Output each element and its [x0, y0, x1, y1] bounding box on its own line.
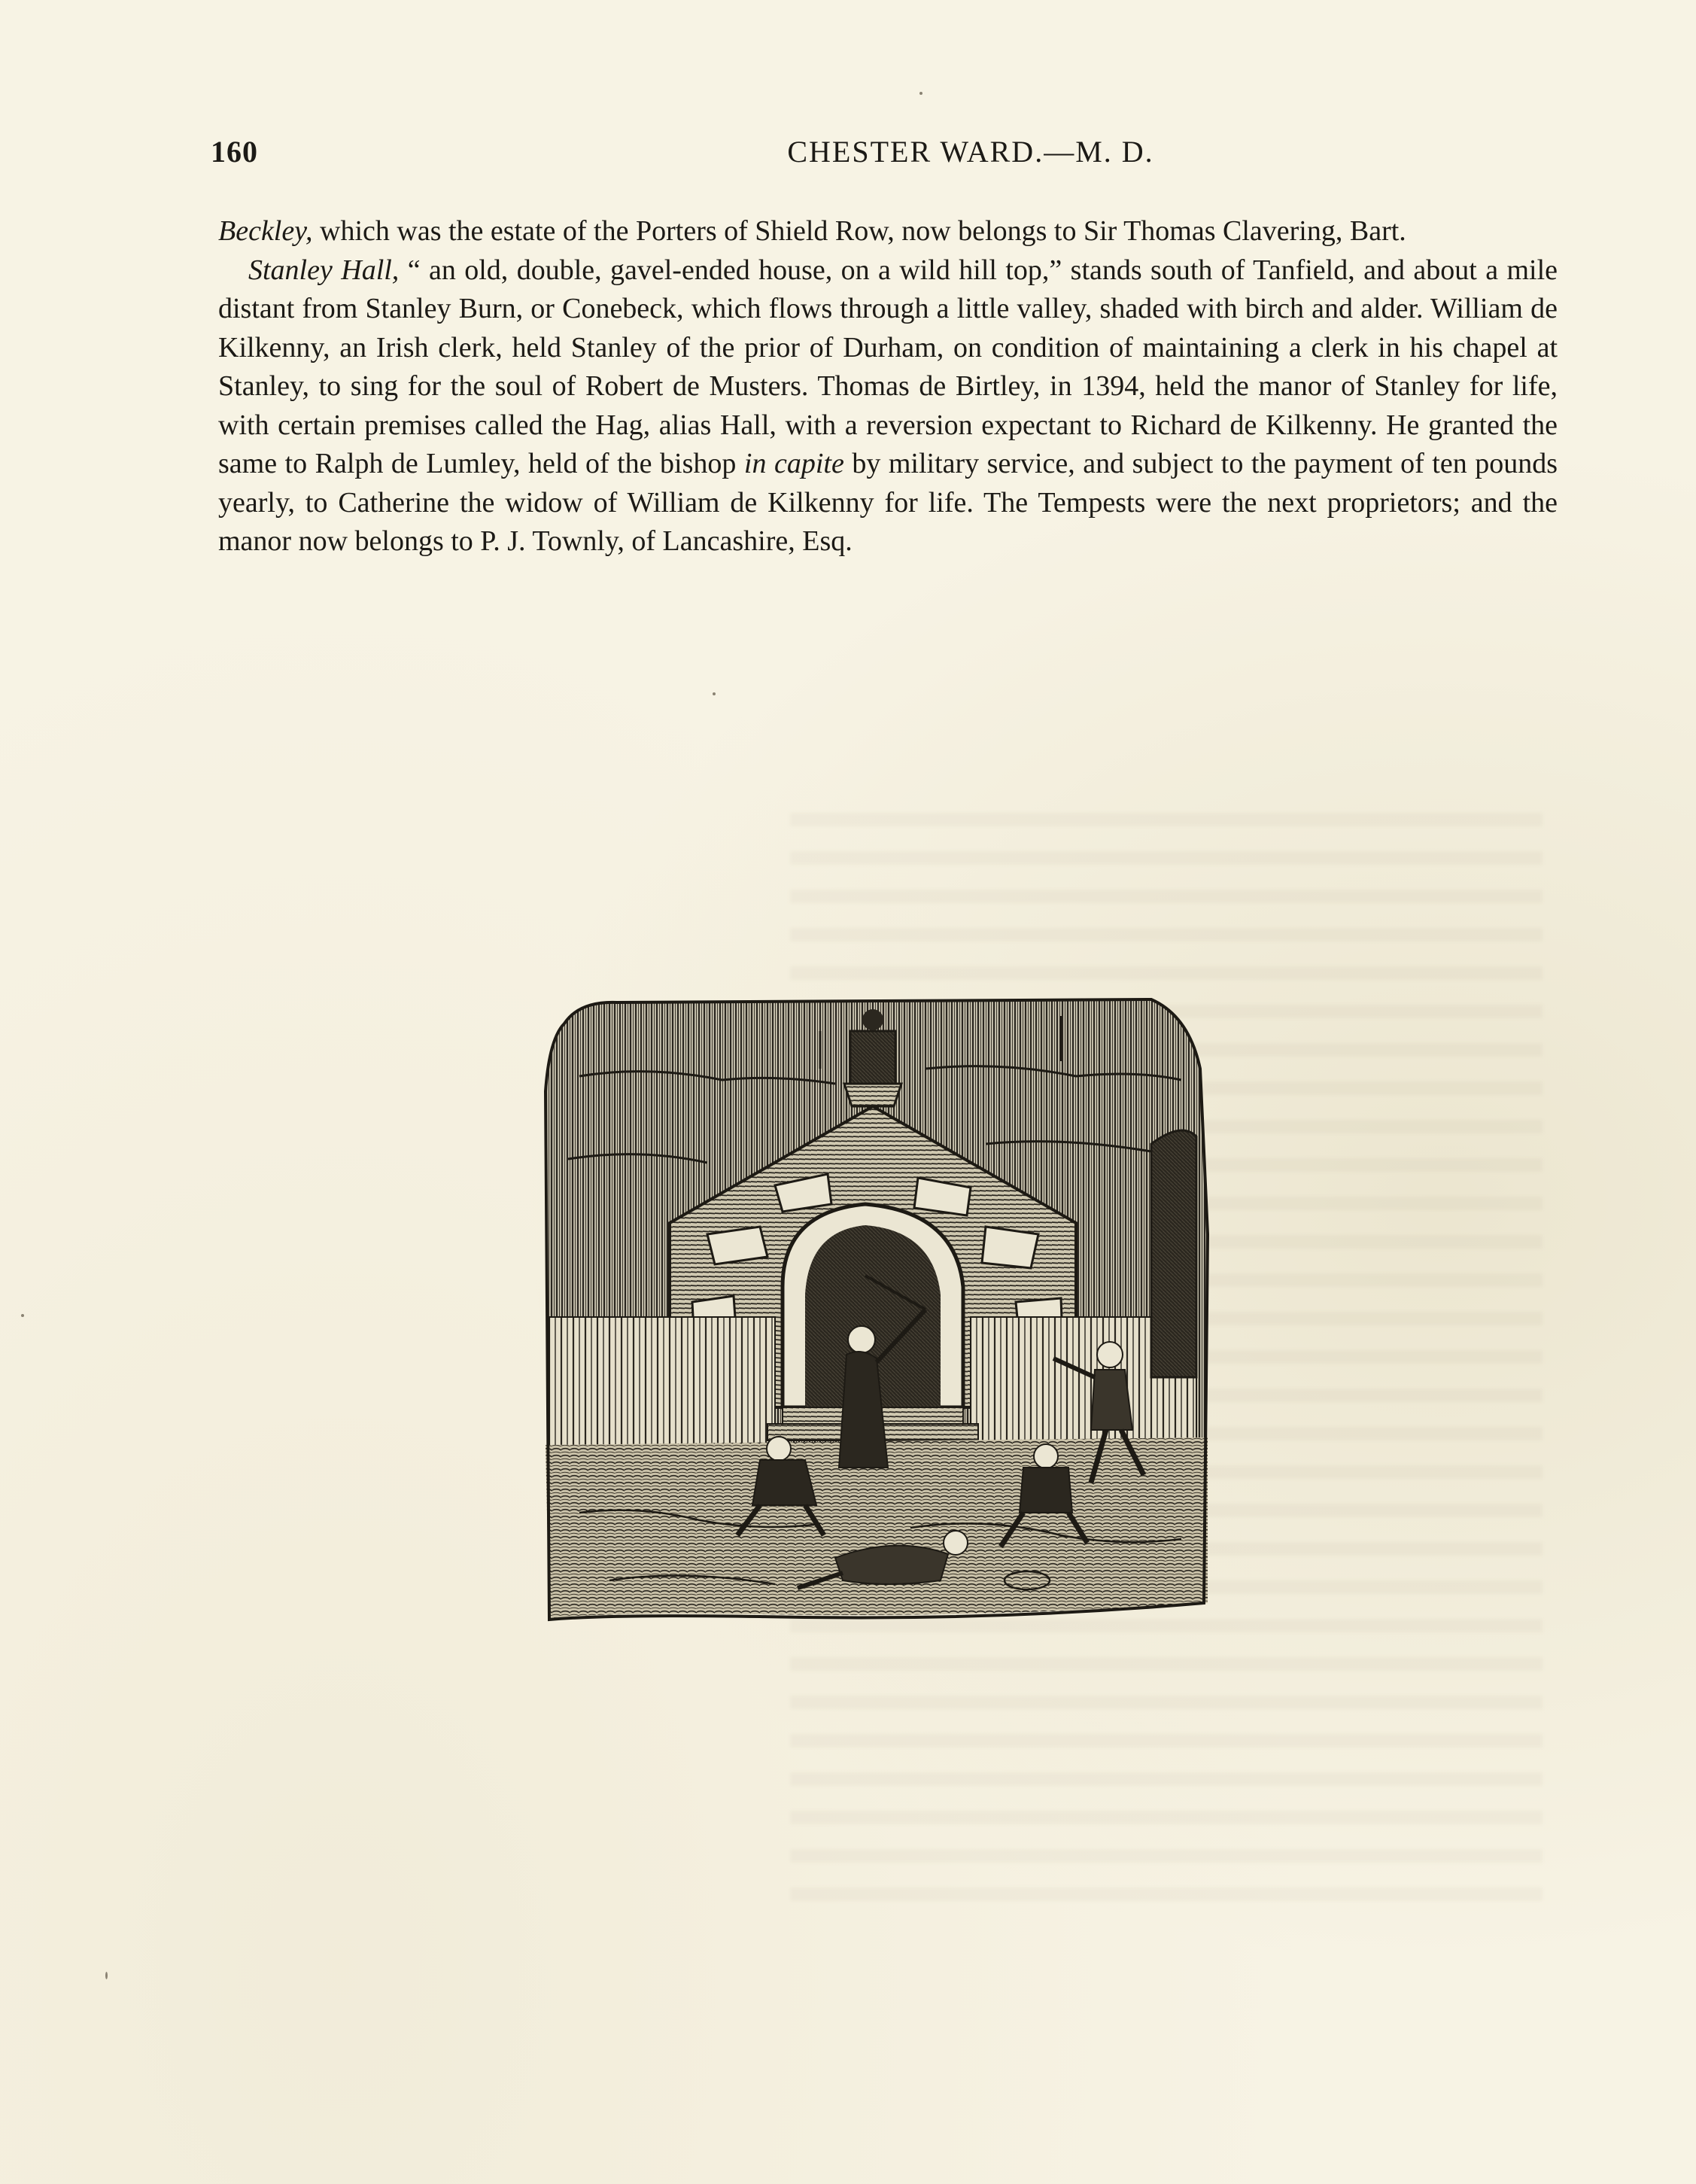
body-text: [218, 212, 1558, 561]
in-capite-italic: in capite: [743, 448, 844, 479]
beckley-text: which was the estate of the Porters of Shield Row, now belongs to Sir Thomas Clavering, Bart.: [312, 215, 1406, 247]
paper-speck: [105, 1972, 108, 1979]
beckley-italic: Beckley,: [218, 215, 313, 247]
paragraph-stanley-hall: [218, 251, 1558, 561]
fence-left: [549, 1317, 775, 1449]
stanley-text-before: “ an old, double, gavel-ended house, on a wild hill top,” stands south of Tanfield, and about a mile distant from Stanley Burn, or Conebeck, which flows through a little valley, shaded with birch and alder. William de Kilkenny, an Irish clerk, held Stanley of the prior of Durham, on condition of maintaining a clerk in his chapel at Stanley, to sing for the soul of Robert de Musters. Thomas de Birtley, in 1394, held the manor of Stanley for life, with certain premises called the Hag, alias Hall, with a reversion expectant to Richard de Kilkenny. He granted the same to Ralph de Lumley, held of the bishop: [218, 254, 1558, 479]
paper-speck: [21, 1314, 24, 1317]
side-gate: [1151, 1130, 1196, 1377]
engraving-illustration: [534, 986, 1219, 1626]
running-title: CHESTER WARD.—M. D.: [787, 135, 1154, 169]
page-header: [211, 134, 1565, 179]
paper-speck: [713, 692, 716, 695]
paragraph-beckley: [218, 212, 1558, 251]
paper-speck: [919, 92, 922, 95]
engraving-svg: [534, 986, 1219, 1626]
page-number: 160: [211, 135, 258, 169]
stanley-text-after: by military service, and subject to the payment of ten pounds yearly, to Catherine the widow of William de Kilkenny for life. The Tempests were the next proprietors; and the manor now belongs to P. J. Townly, of Lancashire, Esq.: [218, 448, 1558, 557]
stanley-hall-italic: Stanley Hall,: [248, 254, 400, 286]
